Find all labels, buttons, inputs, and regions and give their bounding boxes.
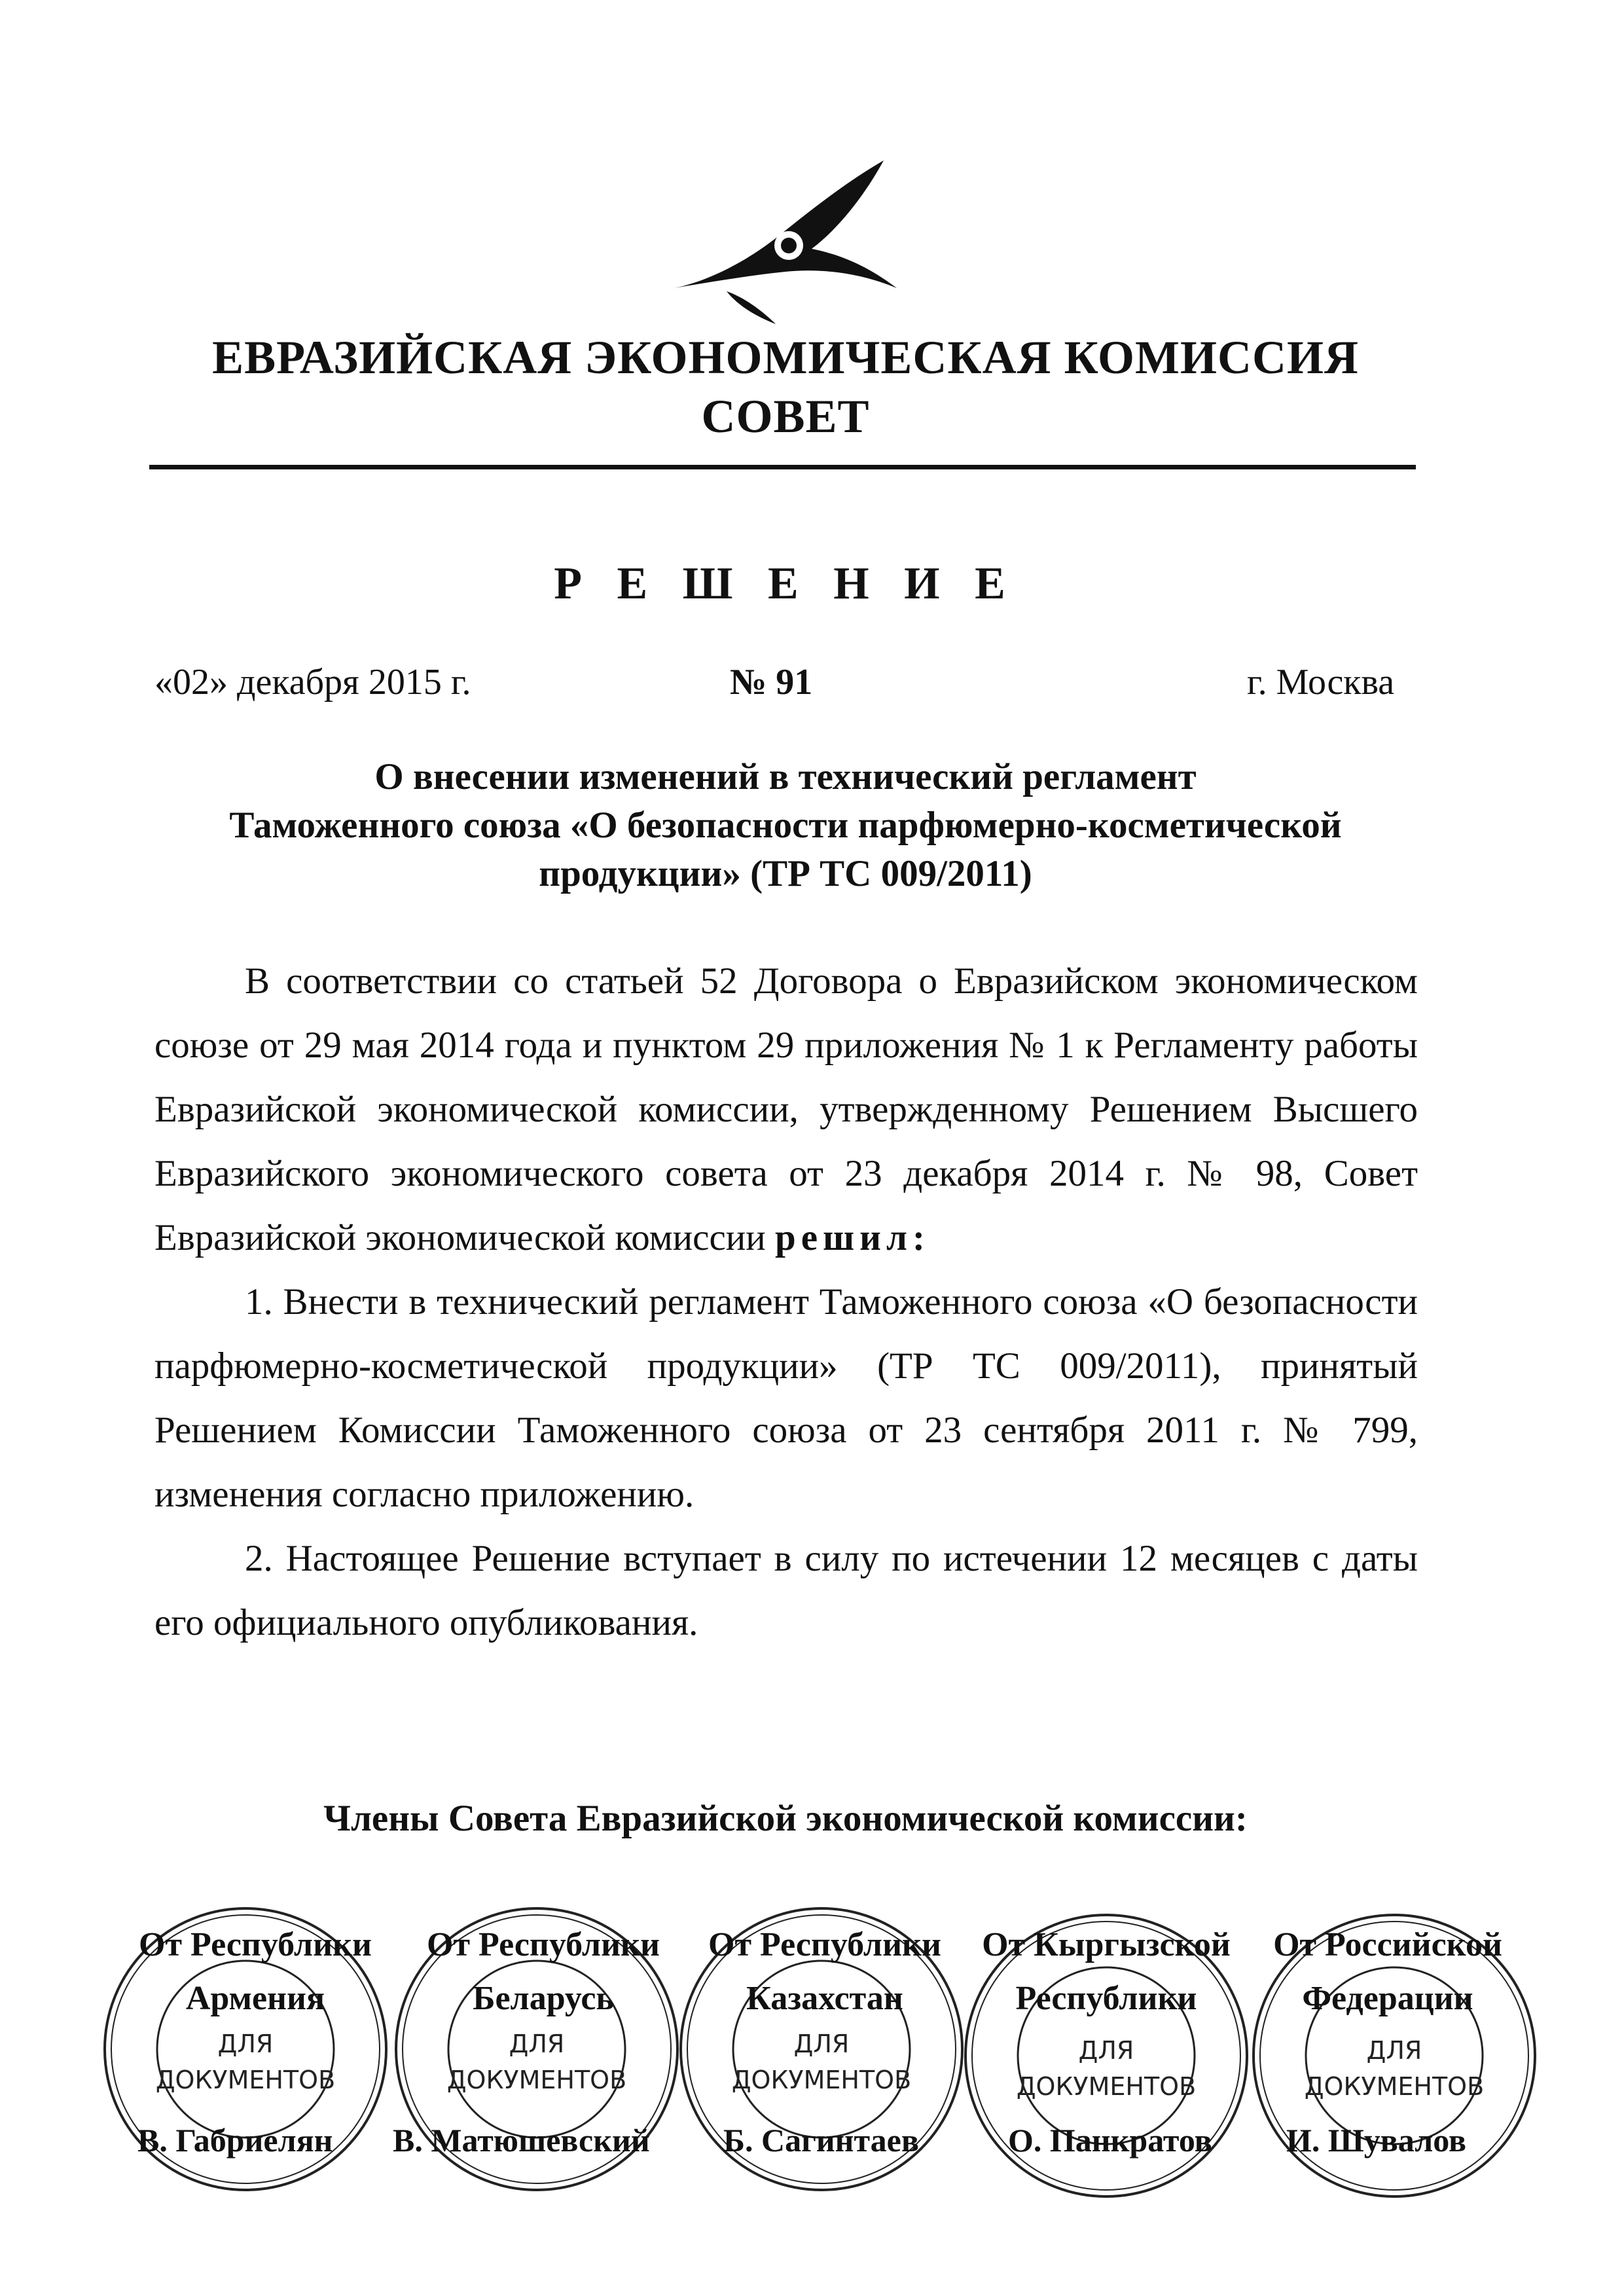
signatory-name: В. Матюшевский bbox=[393, 2122, 650, 2159]
signatory-kazakhstan bbox=[687, 1918, 962, 2026]
item-2: 2. Настоящее Решение вступает в силу по истечении 12 месяцев с даты его официального опубликования. bbox=[154, 1538, 1418, 1643]
seal-line1: ДЛЯ bbox=[1366, 2036, 1422, 2065]
header-divider bbox=[149, 465, 1416, 469]
document-number: № 91 bbox=[730, 662, 813, 702]
signatory-armenia bbox=[118, 1918, 393, 2026]
signatory-line1: От Российской bbox=[1273, 1926, 1502, 1963]
seal-line1: ДЛЯ bbox=[217, 2030, 274, 2058]
signatories-heading: Члены Совета Евразийской экономической комиссии: bbox=[323, 1798, 1248, 1839]
signatory-kyrgyzstan bbox=[962, 1918, 1250, 2026]
signatory-name: Б. Сагинтаев bbox=[723, 2122, 919, 2159]
document-date: «02» декабря 2015 г. bbox=[154, 662, 471, 702]
signatory-name: О. Панкратов bbox=[1008, 2122, 1212, 2159]
document-type: Р Е Ш Е Н И Е bbox=[554, 558, 1017, 609]
subject-line: О внесении изменений в технический регламент bbox=[374, 756, 1197, 797]
signatory-line2: Армения bbox=[185, 1980, 325, 2017]
signatory-line1: От Республики bbox=[708, 1926, 941, 1963]
signatory-line1: От Кыргызской bbox=[982, 1926, 1231, 1963]
signatory-line2: Федерации bbox=[1302, 1980, 1473, 2017]
council-name: СОВЕТ bbox=[701, 390, 870, 443]
signatory-line2: Беларусь bbox=[473, 1980, 614, 2017]
preamble-text: В соответствии со статьей 52 Договора о Евразийском экономическом союзе от 29 мая 2014 года и пунктом 29 приложения № 1 к Регламенту работы Евразийской экономической комиссии, утвержденному Решением Высшего Евразийского экономического совета от 23 декабря 2014 г. № 98, Совет Евразийской экономической комиссии bbox=[154, 960, 1418, 1258]
seal-line2: ДОКУМЕНТОВ bbox=[446, 2066, 627, 2094]
seal-line2: ДОКУМЕНТОВ bbox=[155, 2066, 336, 2094]
subject-line: Таможенного союза «О безопасности парфюмерно-косметической bbox=[229, 805, 1342, 846]
signatory-belarus bbox=[406, 1918, 681, 2026]
organization-name: ЕВРАЗИЙСКАЯ ЭКОНОМИЧЕСКАЯ КОМИССИЯ bbox=[212, 331, 1359, 384]
signatory-line1: От Республики bbox=[139, 1926, 372, 1963]
signatory-name: И. Шувалов bbox=[1286, 2122, 1467, 2159]
signatory-line2: Республики bbox=[1015, 1980, 1197, 2017]
document-place: г. Москва bbox=[1247, 662, 1395, 702]
decided-text: решил: bbox=[775, 1217, 930, 1258]
seal-line1: ДЛЯ bbox=[1078, 2036, 1134, 2065]
subject-line: продукции» (ТР ТС 009/2011) bbox=[539, 853, 1032, 894]
seal-line1: ДЛЯ bbox=[793, 2030, 850, 2058]
document-subject bbox=[131, 753, 1440, 898]
document-body bbox=[154, 949, 1418, 1655]
item-1: 1. Внести в технический регламент Таможенного союза «О безопасности парфюмерно-косметической продукции» (ТР ТС 009/2011), принятый Решением Комиссии Таможенного союза от 23 сентября 2011 г. № 799, изменения согласно приложению. bbox=[154, 1281, 1418, 1515]
signatory-line2: Казахстан bbox=[746, 1980, 903, 2017]
signatory-line1: От Республики bbox=[427, 1926, 660, 1963]
seal-line2: ДОКУМЕНТОВ bbox=[1016, 2072, 1197, 2101]
signatory-russia bbox=[1244, 1918, 1532, 2026]
seal-line2: ДОКУМЕНТОВ bbox=[731, 2066, 912, 2094]
eec-logo-icon bbox=[648, 157, 923, 327]
seal-line1: ДЛЯ bbox=[509, 2030, 565, 2058]
seal-line2: ДОКУМЕНТОВ bbox=[1304, 2072, 1485, 2101]
signatory-name: В. Габриелян bbox=[137, 2122, 333, 2159]
preamble-paragraph bbox=[154, 949, 1418, 1270]
